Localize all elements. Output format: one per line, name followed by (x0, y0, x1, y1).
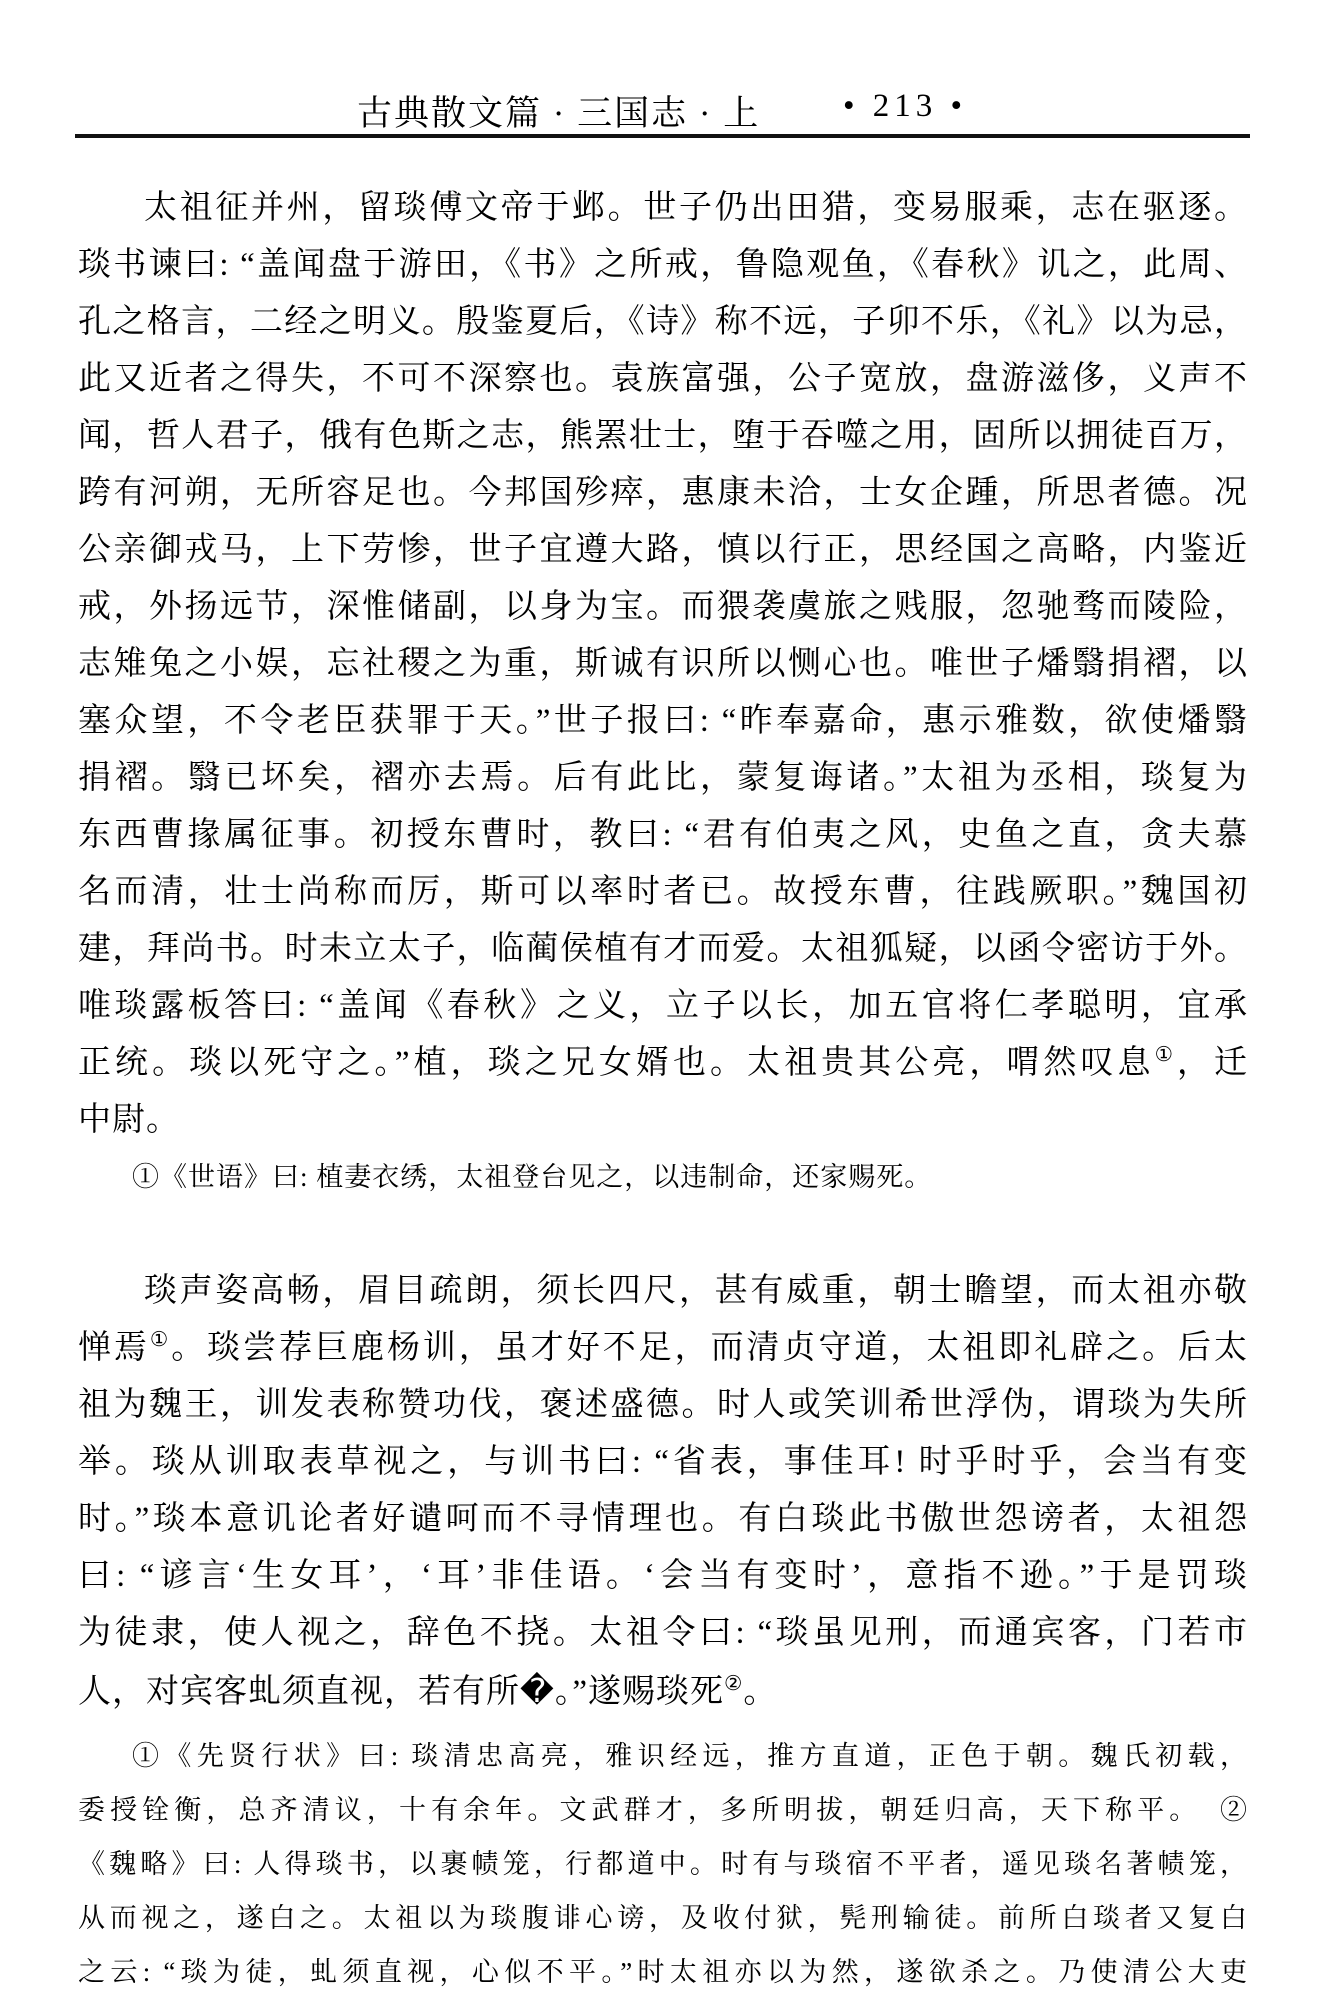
footnote-line: 之云: “琰为徒，虬须直视，心似不平。”时太祖亦以为然，遂欲杀之。乃使清公大吏 (78, 1957, 1248, 1987)
text-line: 建，拜尚书。时未立太子，临蔺侯植有才而爱。太祖狐疑，以函令密访于外。 (78, 931, 1248, 967)
text-line: 戒，外扬远节，深惟储副，以身为宝。而猥袭虞旅之贱服，忽驰骛而陵险， (78, 589, 1248, 625)
line-text: 。琰尝荐巨鹿杨训，虽才好不足，而清贞守道，太祖即礼辟之。后太 (171, 1330, 1248, 1366)
text-line (78, 1035, 1248, 1092)
footnote-line: ①《先贤行状》曰: 琰清忠高亮，雅识经远，推方直道，正色于朝。魏氏初载， (132, 1741, 1248, 1771)
text-line (78, 1320, 1248, 1377)
footnote-line: 《魏略》曰: 人得琰书，以裹帻笼，行都道中。时有与琰宿不平者，遥见琰名著帻笼， (78, 1849, 1248, 1879)
line-text: 。”遂赐琰死 (554, 1674, 724, 1710)
text-line: 志雉兔之小娱，忘社稷之为重，斯诚有识所以恻心也。唯世子燔翳捐褶，以 (78, 646, 1248, 682)
replacement-character: � (520, 1671, 555, 1710)
text-line: 祖为魏王，训发表称赞功伐，褒述盛德。时人或笑训希世浮伪，谓琰为失所 (78, 1387, 1248, 1423)
text-line: 名而清，壮士尚称而厉，斯可以率时者已。故授东曹，往践厥职。”魏国初 (78, 874, 1248, 910)
text-line: 举。琰从训取表草视之，与训书曰: “省表，事佳耳! 时乎时乎，会当有变 (78, 1444, 1248, 1480)
footnote-line: 委授铨衡，总齐清议，十有余年。文武群才，多所明拔，朝廷归高，天下称平。 ② (78, 1795, 1248, 1825)
text-line: 唯琰露板答曰: “盖闻《春秋》之义，立子以长，加五官将仁孝聪明，宜承 (78, 988, 1248, 1024)
text-line (78, 1662, 1248, 1721)
text-line: 捐褶。翳已坏矣，褶亦去焉。后有此比，蒙复诲诸。”太祖为丞相，琰复为 (78, 760, 1248, 796)
page-number: • 213 • (843, 88, 968, 124)
text-line: 闻，哲人君子，俄有色斯之志，熊罴壮士，堕于吞噬之用，固所以拥徒百万， (78, 418, 1248, 454)
paragraph-2 (78, 1263, 1248, 1721)
text-line: 塞众望，不令老臣获罪于天。”世子报曰: “昨奉嘉命，惠示雅数，欲使燔翳 (78, 703, 1248, 739)
text-line: 东西曹掾属征事。初授东曹时，教曰: “君有伯夷之风，史鱼之直，贪夫慕 (78, 817, 1248, 853)
text-line: 为徒隶，使人视之，辞色不挠。太祖令曰: “琰虽见刑，而通宾客，门若市 (78, 1615, 1248, 1651)
text-line: 太祖征并州，留琰傅文帝于邺。世子仍出田猎，变易服乘，志在驱逐。 (144, 190, 1248, 226)
text-line: 跨有河朔，无所容足也。今邦国殄瘁，惠康未洽，士女企踵，所思者德。况 (78, 475, 1248, 511)
header-rule (75, 134, 1250, 138)
footnote-line: 从而视之，遂白之。太祖以为琰腹诽心谤，及收付狱，髡刑输徒。前所白琰者又复白 (78, 1903, 1248, 1933)
text-line: 孔之格言，二经之明义。殷鉴夏后，《诗》称不远，子卯不乐，《礼》以为忌， (78, 304, 1248, 340)
line-text: ，迁 (1176, 1045, 1249, 1081)
footnote-block (78, 1729, 1248, 1997)
text-line: 中尉。 (78, 1102, 180, 1138)
running-title: 古典散文篇 · 三国志 · 上 (357, 94, 761, 133)
text-line: 曰: “谚言‘生女耳’，‘耳’非佳语。‘会当有变时’，意指不逊。”于是罚琰 (78, 1558, 1248, 1594)
text-line: 此又近者之得失，不可不深察也。袁族富强，公子宽放，盘游滋侈，义声不 (78, 361, 1248, 397)
line-text: 。 (743, 1674, 778, 1710)
footnote-marker-2: ② (724, 1673, 744, 1695)
line-text: 正统。琰以死守之。”植，琰之兄女婿也。太祖贵其公亮，喟然叹息 (78, 1045, 1155, 1081)
line-text: 惮焉 (78, 1330, 150, 1366)
footnote-shiyu: ①《世语》曰: 植妻衣绣，太祖登台见之，以违制命，还家赐死。 (132, 1162, 933, 1192)
page-body (78, 180, 1248, 1997)
footnote-marker-1: ① (1154, 1044, 1177, 1066)
text-line: 琰书谏曰: “盖闻盘于游田，《书》之所戒，鲁隐观鱼，《春秋》讥之，此周、 (78, 247, 1248, 283)
paragraph-1 (78, 180, 1248, 1149)
text-line: 时。”琰本意讥论者好谴呵而不寻情理也。有白琰此书傲世怨谤者，太祖怨 (78, 1501, 1248, 1537)
text-line: 公亲御戎马，上下劳惨，世子宜遵大路，慎以行正，思经国之高略，内鉴近 (78, 532, 1248, 568)
page-header (78, 86, 1246, 136)
line-text: 人，对宾客虬须直视，若有所 (78, 1674, 520, 1710)
text-line: 琰声姿高畅，眉目疏朗，须长四尺，甚有威重，朝士瞻望，而太祖亦敬 (144, 1273, 1248, 1309)
footnote-marker-1: ① (149, 1329, 172, 1351)
